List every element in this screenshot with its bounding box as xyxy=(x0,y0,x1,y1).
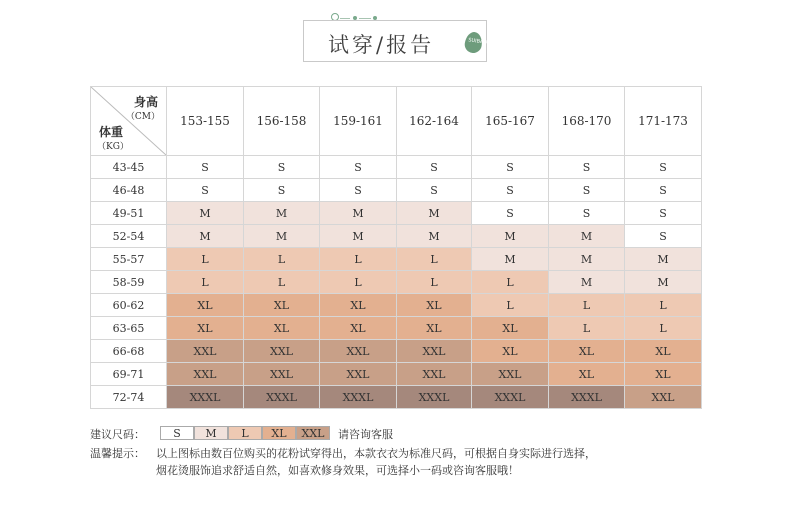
height-range-header: 156-158 xyxy=(244,87,320,156)
size-cell: L xyxy=(397,248,472,271)
size-cell: XXXL xyxy=(244,386,320,409)
size-cell: XXXL xyxy=(472,386,549,409)
weight-range-cell: 72-74 xyxy=(91,386,167,409)
size-cell: L xyxy=(320,248,397,271)
table-row xyxy=(91,317,702,340)
size-cell: M xyxy=(320,225,397,248)
weight-range-cell: 49-51 xyxy=(91,202,167,225)
size-cell: S xyxy=(320,179,397,202)
table-row xyxy=(91,340,702,363)
table-header-row xyxy=(91,87,702,156)
size-cell: XL xyxy=(397,294,472,317)
size-cell: L xyxy=(625,294,702,317)
size-cell: XL xyxy=(625,363,702,386)
size-cell: XL xyxy=(472,340,549,363)
size-cell: XL xyxy=(397,317,472,340)
size-cell: S xyxy=(167,156,244,179)
size-cell: XXL xyxy=(397,363,472,386)
size-cell: L xyxy=(320,271,397,294)
size-cell: S xyxy=(549,202,625,225)
size-cell: XL xyxy=(244,294,320,317)
height-range-header: 153-155 xyxy=(167,87,244,156)
size-cell: XL xyxy=(167,317,244,340)
size-cell: M xyxy=(397,202,472,225)
height-range-header: 165-167 xyxy=(472,87,549,156)
size-cell: L xyxy=(397,271,472,294)
table-row xyxy=(91,248,702,271)
table-row xyxy=(91,363,702,386)
size-cell: S xyxy=(625,156,702,179)
size-cell: M xyxy=(167,225,244,248)
size-cell: S xyxy=(397,156,472,179)
size-cell: XXXL xyxy=(167,386,244,409)
table-row xyxy=(91,179,702,202)
size-cell: XXL xyxy=(397,340,472,363)
table-row xyxy=(91,202,702,225)
height-range-header: 162-164 xyxy=(397,87,472,156)
legend-swatch-xl: XL xyxy=(262,426,296,440)
table-row xyxy=(91,271,702,294)
size-cell: L xyxy=(167,271,244,294)
size-cell: XXL xyxy=(167,340,244,363)
size-cell: L xyxy=(549,294,625,317)
size-cell: L xyxy=(549,317,625,340)
size-cell: L xyxy=(244,248,320,271)
size-cell: S xyxy=(167,179,244,202)
size-chart-table xyxy=(90,86,702,409)
size-cell: S xyxy=(625,179,702,202)
weight-axis-unit: （KG） xyxy=(97,142,129,152)
size-cell: XL xyxy=(320,317,397,340)
size-cell: XXL xyxy=(320,363,397,386)
size-cell: XXL xyxy=(472,363,549,386)
size-cell: S xyxy=(397,179,472,202)
height-range-header: 171-173 xyxy=(625,87,702,156)
leaf-icon xyxy=(464,31,488,54)
size-cell: S xyxy=(549,179,625,202)
size-cell: XL xyxy=(320,294,397,317)
size-cell: XL xyxy=(472,317,549,340)
size-cell: S xyxy=(549,156,625,179)
table-row xyxy=(91,156,702,179)
size-cell: XXXL xyxy=(549,386,625,409)
size-cell: M xyxy=(549,225,625,248)
weight-range-cell: 43-45 xyxy=(91,156,167,179)
tips-line-2: 烟花烫服饰追求舒适自然，如喜欢修身效果，可选择小一码或咨询客服哦！ xyxy=(156,464,519,477)
size-cell: S xyxy=(625,225,702,248)
size-cell: L xyxy=(167,248,244,271)
table-row xyxy=(91,225,702,248)
size-cell: XXL xyxy=(244,363,320,386)
size-cell: XXXL xyxy=(397,386,472,409)
weight-range-cell: 63-65 xyxy=(91,317,167,340)
size-cell: M xyxy=(320,202,397,225)
legend-swatch-s: S xyxy=(160,426,194,440)
leaf-badge-text: SUIBAO xyxy=(467,37,488,46)
tips-label: 温馨提示： xyxy=(90,447,145,460)
legend-swatch-xxl: XXL xyxy=(296,426,330,440)
size-cell: S xyxy=(320,156,397,179)
size-cell: L xyxy=(625,317,702,340)
size-cell: M xyxy=(472,225,549,248)
height-axis-unit: （CM） xyxy=(125,112,160,122)
size-cell: XXL xyxy=(244,340,320,363)
size-cell: XL xyxy=(549,363,625,386)
weight-range-cell: 58-59 xyxy=(91,271,167,294)
table-corner-cell xyxy=(91,87,167,156)
size-cell: XXXL xyxy=(320,386,397,409)
height-range-header: 159-161 xyxy=(320,87,397,156)
size-cell: S xyxy=(244,156,320,179)
legend-swatch-m: M xyxy=(194,426,228,440)
size-cell: XXL xyxy=(625,386,702,409)
weight-range-cell: 66-68 xyxy=(91,340,167,363)
size-cell: S xyxy=(625,202,702,225)
weight-range-cell: 55-57 xyxy=(91,248,167,271)
weight-range-cell: 69-71 xyxy=(91,363,167,386)
size-cell: M xyxy=(244,225,320,248)
size-cell: XXL xyxy=(167,363,244,386)
weight-range-cell: 60-62 xyxy=(91,294,167,317)
size-cell: XL xyxy=(625,340,702,363)
legend-suffix: 请咨询客服 xyxy=(338,428,393,441)
size-cell: L xyxy=(244,271,320,294)
size-cell: M xyxy=(244,202,320,225)
legend-label: 建议尺码： xyxy=(90,428,145,441)
size-cell: S xyxy=(472,179,549,202)
weight-range-cell: 52-54 xyxy=(91,225,167,248)
size-cell: XL xyxy=(549,340,625,363)
size-cell: M xyxy=(625,271,702,294)
size-cell: S xyxy=(472,156,549,179)
size-cell: L xyxy=(472,271,549,294)
size-cell: S xyxy=(244,179,320,202)
height-range-header: 168-170 xyxy=(549,87,625,156)
weight-axis-label: 体重 xyxy=(99,125,124,139)
size-cell: L xyxy=(472,294,549,317)
size-cell: M xyxy=(549,248,625,271)
size-cell: XL xyxy=(244,317,320,340)
legend-swatch-l: L xyxy=(228,426,262,440)
tips-line-1: 以上图标由数百位购买的花粉试穿得出，本款衣衣为标准尺码，可根据自身实际进行选择， xyxy=(156,447,596,460)
size-cell: S xyxy=(472,202,549,225)
size-cell: M xyxy=(167,202,244,225)
report-title: 试穿/报告 xyxy=(328,33,435,57)
size-cell: M xyxy=(625,248,702,271)
size-cell: XXL xyxy=(320,340,397,363)
size-cell: M xyxy=(472,248,549,271)
size-cell: M xyxy=(397,225,472,248)
report-title-box xyxy=(303,20,487,62)
size-cell: XL xyxy=(167,294,244,317)
height-axis-label: 身高 xyxy=(133,95,158,109)
table-row xyxy=(91,386,702,409)
size-cell: M xyxy=(549,271,625,294)
table-row xyxy=(91,294,702,317)
weight-range-cell: 46-48 xyxy=(91,179,167,202)
